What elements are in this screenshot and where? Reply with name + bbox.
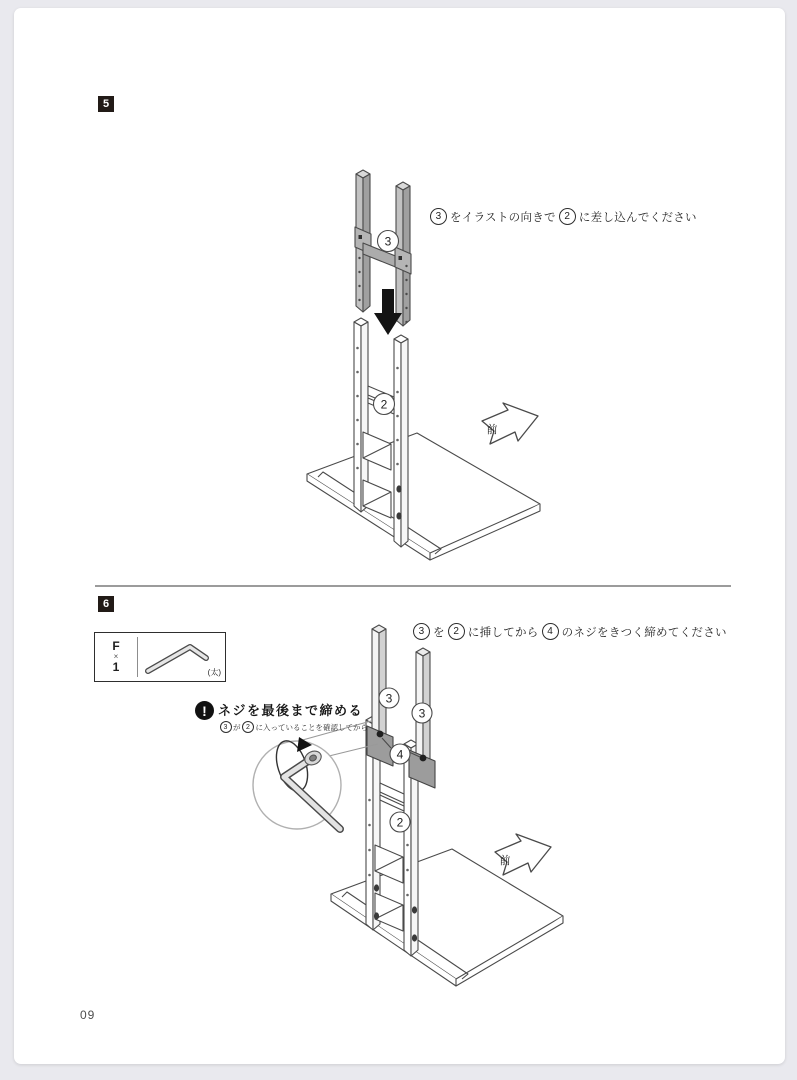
tighten-screw-warning [195, 701, 368, 733]
circled-3: 3 [220, 721, 232, 733]
warning-subtitle-text-2: に入っていることを確認してから [255, 722, 368, 732]
step6-diagram [245, 612, 580, 1017]
part2-label: 2 [380, 397, 388, 412]
part3-label: 3 [384, 234, 392, 249]
toolbox-quantity [95, 633, 137, 681]
step5-instruction-text-1: をイラストの向きで [450, 211, 556, 224]
warning-subtitle [218, 721, 368, 733]
front-label: 前 [486, 424, 498, 436]
warning-subtitle-text-1: が [233, 722, 241, 732]
part4-label: 4 [396, 747, 404, 762]
circled-2: 2 [559, 208, 576, 225]
section-divider [95, 585, 731, 587]
circled-3: 3 [413, 623, 430, 640]
step5-instruction [427, 208, 697, 225]
tool-size-note: (太) [207, 668, 221, 677]
tool-times: × [113, 651, 119, 661]
front-label: 前 [499, 855, 511, 867]
paper [14, 8, 785, 1064]
exclamation-glyph: ! [202, 702, 207, 719]
step5-instruction-text-2: に差し込んでください [578, 211, 697, 224]
step6-instruction-text-1: を [433, 626, 445, 639]
part3-right-label: 3 [418, 706, 426, 721]
toolbox [94, 632, 226, 682]
circled-4: 4 [542, 623, 559, 640]
step5-badge: 5 [98, 96, 114, 112]
exclamation-icon [195, 701, 214, 720]
circled-3: 3 [430, 208, 447, 225]
part3-left-label: 3 [385, 691, 393, 706]
hex-wrench-icon [138, 633, 222, 677]
warning-title: ネジを最後まで締める [218, 703, 364, 718]
page-number: 09 [80, 1008, 96, 1022]
circled-2: 2 [448, 623, 465, 640]
detail-callout [253, 721, 378, 829]
circled-2: 2 [242, 721, 254, 733]
step6-instruction [410, 623, 727, 640]
screw-left [377, 731, 384, 738]
part2-label: 2 [396, 815, 404, 830]
step6-badge: 6 [98, 596, 114, 612]
base-plate [307, 433, 540, 560]
step6-instruction-text-2: に挿してから [467, 626, 539, 639]
step6-instruction-text-3: のネジをきつく締めてください [561, 626, 727, 639]
screw-right [420, 755, 427, 762]
tool-letter: F [112, 639, 120, 654]
tool-quantity: 1 [112, 660, 120, 675]
